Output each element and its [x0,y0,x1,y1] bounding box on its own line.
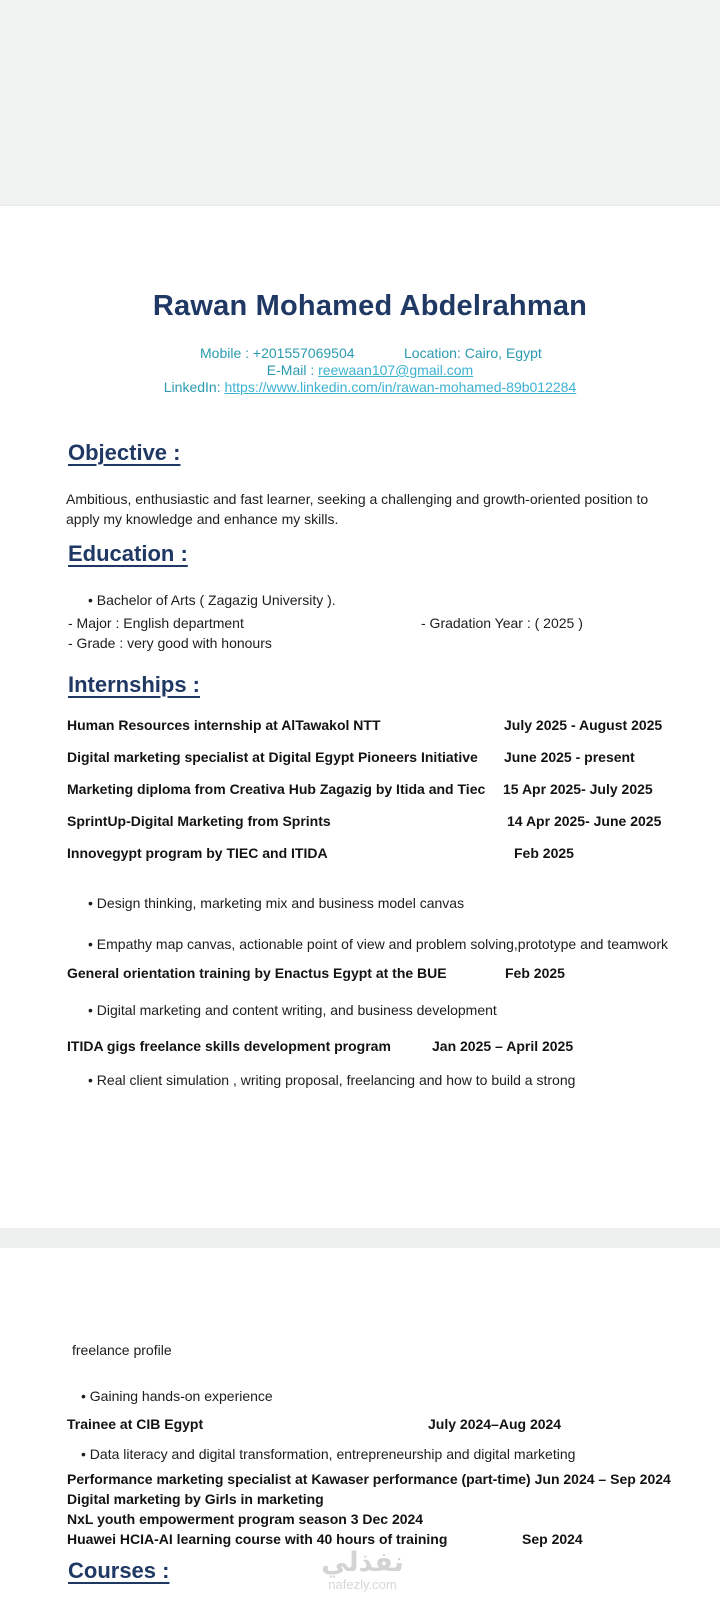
internships-heading: Internships : [68,672,201,697]
internship-title: ITIDA gigs freelance skills development program [67,1038,391,1054]
internship-date: 14 Apr 2025- June 2025 [507,813,662,829]
nafezly-site-text: nafezly.com [328,1577,397,1592]
education-heading: Education : [68,541,188,566]
location-text: Location: Cairo, Egypt [404,345,542,361]
email-line [20,362,720,378]
internship-date: 15 Apr 2025- July 2025 [503,781,653,797]
education-degree: • Bachelor of Arts ( Zagazig University ). [88,592,336,608]
mobile-number: Mobile : +201557069504 [200,345,355,361]
internship-title: Trainee at CIB Egypt [67,1416,204,1432]
internship-title: General orientation training by Enactus Egypt at the BUE [67,965,447,981]
internship-date: Feb 2025 [514,845,574,861]
email-link[interactable]: reewaan107@gmail.com [318,362,474,378]
internship-bullet: • Digital marketing and content writing, and business development [88,1002,497,1018]
internship-bullet: • Data literacy and digital transformation, entrepreneurship and digital marketing [81,1446,576,1462]
linkedin-label: LinkedIn: [163,379,225,395]
internship-bullet: • Real client simulation , writing proposal, freelancing and how to build a strong [88,1072,576,1088]
education-major: - Major : English department [68,615,244,631]
internship-title: Human Resources internship at AlTawakol NTT [67,717,381,733]
internship-bullet: • Empathy map canvas, actionable point of view and problem solving,prototype and teamwork [88,936,668,952]
internship-date: Jan 2025 – April 2025 [432,1038,574,1054]
internship-title: Innovegypt program by TIEC and ITIDA [67,845,328,861]
internship-bullet: • Gaining hands-on experience [81,1388,273,1404]
internship-date: July 2025 - August 2025 [504,717,663,733]
internship-title: SprintUp-Digital Marketing from Sprints [67,813,331,829]
objective-text-line-2: apply my knowledge and enhance my skills. [66,511,339,527]
linkedin-link[interactable]: https://www.linkedin.com/in/rawan-mohamed-89b012284 [224,379,577,395]
internship-title: Marketing diploma from Creativa Hub Zagazig by Itida and Tiec [67,781,486,797]
courses-heading: Courses : [68,1558,170,1583]
internship-title: Digital marketing by Girls in marketing [67,1491,324,1507]
nafezly-logo: نفذلي [321,1547,404,1578]
education-graduation-year: - Gradation Year : ( 2025 ) [421,615,583,631]
email-label: E-Mail : [266,362,319,378]
linkedin-line [20,379,720,395]
continuation-text: freelance profile [72,1342,172,1358]
internship-title: Digital marketing specialist at Digital Egypt Pioneers Initiative [67,749,478,765]
internship-date: Feb 2025 [505,965,565,981]
internship-date: Sep 2024 [522,1531,583,1547]
internship-title: Huawei HCIA-AI learning course with 40 hours of training [67,1531,448,1547]
candidate-name: Rawan Mohamed Abdelrahman [152,290,588,322]
internship-title: Performance marketing specialist at Kawaser performance (part-time) Jun 2024 – Sep 2024 [67,1471,671,1487]
internship-title: NxL youth empowerment program season 3 Dec 2024 [67,1511,424,1527]
education-grade: - Grade : very good with honours [68,635,272,651]
page-separator [0,1228,720,1248]
internship-bullet: • Design thinking, marketing mix and business model canvas [88,895,465,911]
objective-text-line-1: Ambitious, enthusiastic and fast learner, seeking a challenging and growth-oriented position to [66,491,649,507]
top-margin-area [0,0,720,206]
internship-date: July 2024–Aug 2024 [428,1416,562,1432]
internship-date: June 2025 - present [504,749,635,765]
objective-heading: Objective : [68,440,181,465]
